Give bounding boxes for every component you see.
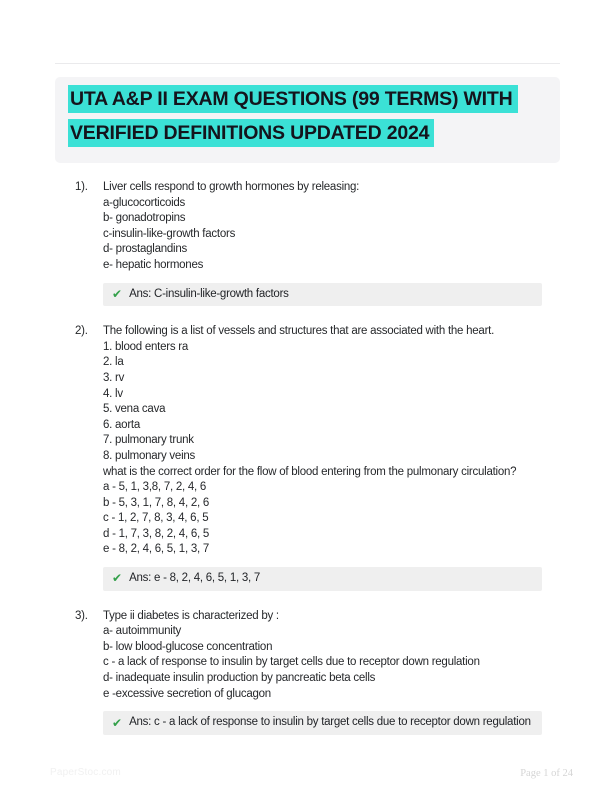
question-body xyxy=(103,609,560,735)
question-line: 1. blood enters ra xyxy=(103,340,189,353)
question-body xyxy=(103,324,560,591)
question-line: 3. rv xyxy=(103,371,125,384)
question-number: 3). xyxy=(75,609,88,622)
check-icon: ✔ xyxy=(112,715,123,730)
question-body xyxy=(103,180,560,306)
question-line: e -excessive secretion of glucagon xyxy=(103,687,271,700)
answer-box xyxy=(103,567,542,591)
question-line: Type ii diabetes is characterized by : xyxy=(103,609,279,622)
question-line: 6. aorta xyxy=(103,418,140,431)
question-line: 4. lv xyxy=(103,387,123,400)
check-icon: ✔ xyxy=(112,286,123,301)
answer-text: Ans: C-insulin-like-growth factors xyxy=(129,287,289,300)
question-line: e- hepatic hormones xyxy=(103,258,204,271)
question-line: 7. pulmonary trunk xyxy=(103,434,194,447)
answer-text: Ans: c - a lack of response to insulin by target cells due to receptor down regulation xyxy=(129,716,531,729)
question-block xyxy=(55,180,560,306)
question-line: what is the correct order for the flow of blood entering from the pulmonary circulation? xyxy=(103,465,517,478)
question-number: 2). xyxy=(75,325,88,338)
page-title-highlight: VERIFIED DEFINITIONS UPDATED 2024 xyxy=(68,119,434,147)
header-divider xyxy=(55,63,560,64)
answer-text: Ans: e - 8, 2, 4, 6, 5, 1, 3, 7 xyxy=(129,572,261,585)
question-line: a- autoimmunity xyxy=(103,625,182,638)
question-line: b- low blood-glucose concentration xyxy=(103,640,273,653)
question-line: b - 5, 3, 1, 7, 8, 4, 2, 6 xyxy=(103,496,210,509)
page-title-line-1 xyxy=(68,85,548,119)
page-content xyxy=(0,63,606,735)
question-number: 1). xyxy=(75,181,88,193)
answer-box xyxy=(103,711,542,735)
watermark: PaperStoc.com xyxy=(50,767,121,778)
question-block xyxy=(55,324,560,591)
question-line: d - 1, 7, 3, 8, 2, 4, 6, 5 xyxy=(103,527,210,540)
question-line: 5. vena cava xyxy=(103,403,166,416)
question-line: Liver cells respond to growth hormones by releasing: xyxy=(103,181,360,193)
page-title-line-2 xyxy=(68,119,548,153)
question-line: c - a lack of response to insulin by target cells due to receptor down regulation xyxy=(103,656,480,669)
question-line: b- gonadotropins xyxy=(103,212,186,225)
answer-box xyxy=(103,283,542,307)
title-panel xyxy=(55,77,560,163)
question-line: a-glucocorticoids xyxy=(103,196,186,209)
page-title-highlight: UTA A&P II EXAM QUESTIONS (99 TERMS) WITH xyxy=(68,85,518,113)
question-line: d- prostaglandins xyxy=(103,243,187,256)
question-line: 8. pulmonary veins xyxy=(103,449,196,462)
check-icon: ✔ xyxy=(112,571,123,586)
question-list xyxy=(55,180,560,735)
question-line: a - 5, 1, 3,8, 7, 2, 4, 6 xyxy=(103,481,207,494)
question-line: The following is a list of vessels and structures that are associated with the heart. xyxy=(103,325,495,338)
question-block xyxy=(55,609,560,735)
question-line: 2. la xyxy=(103,356,124,369)
page-number-indicator: Page 1 of 24 xyxy=(520,768,573,779)
question-line: e - 8, 2, 4, 6, 5, 1, 3, 7 xyxy=(103,543,210,556)
question-line: d- inadequate insulin production by pancreatic beta cells xyxy=(103,672,376,685)
question-line: c - 1, 2, 7, 8, 3, 4, 6, 5 xyxy=(103,512,209,525)
question-line: c-insulin-like-growth factors xyxy=(103,227,236,240)
